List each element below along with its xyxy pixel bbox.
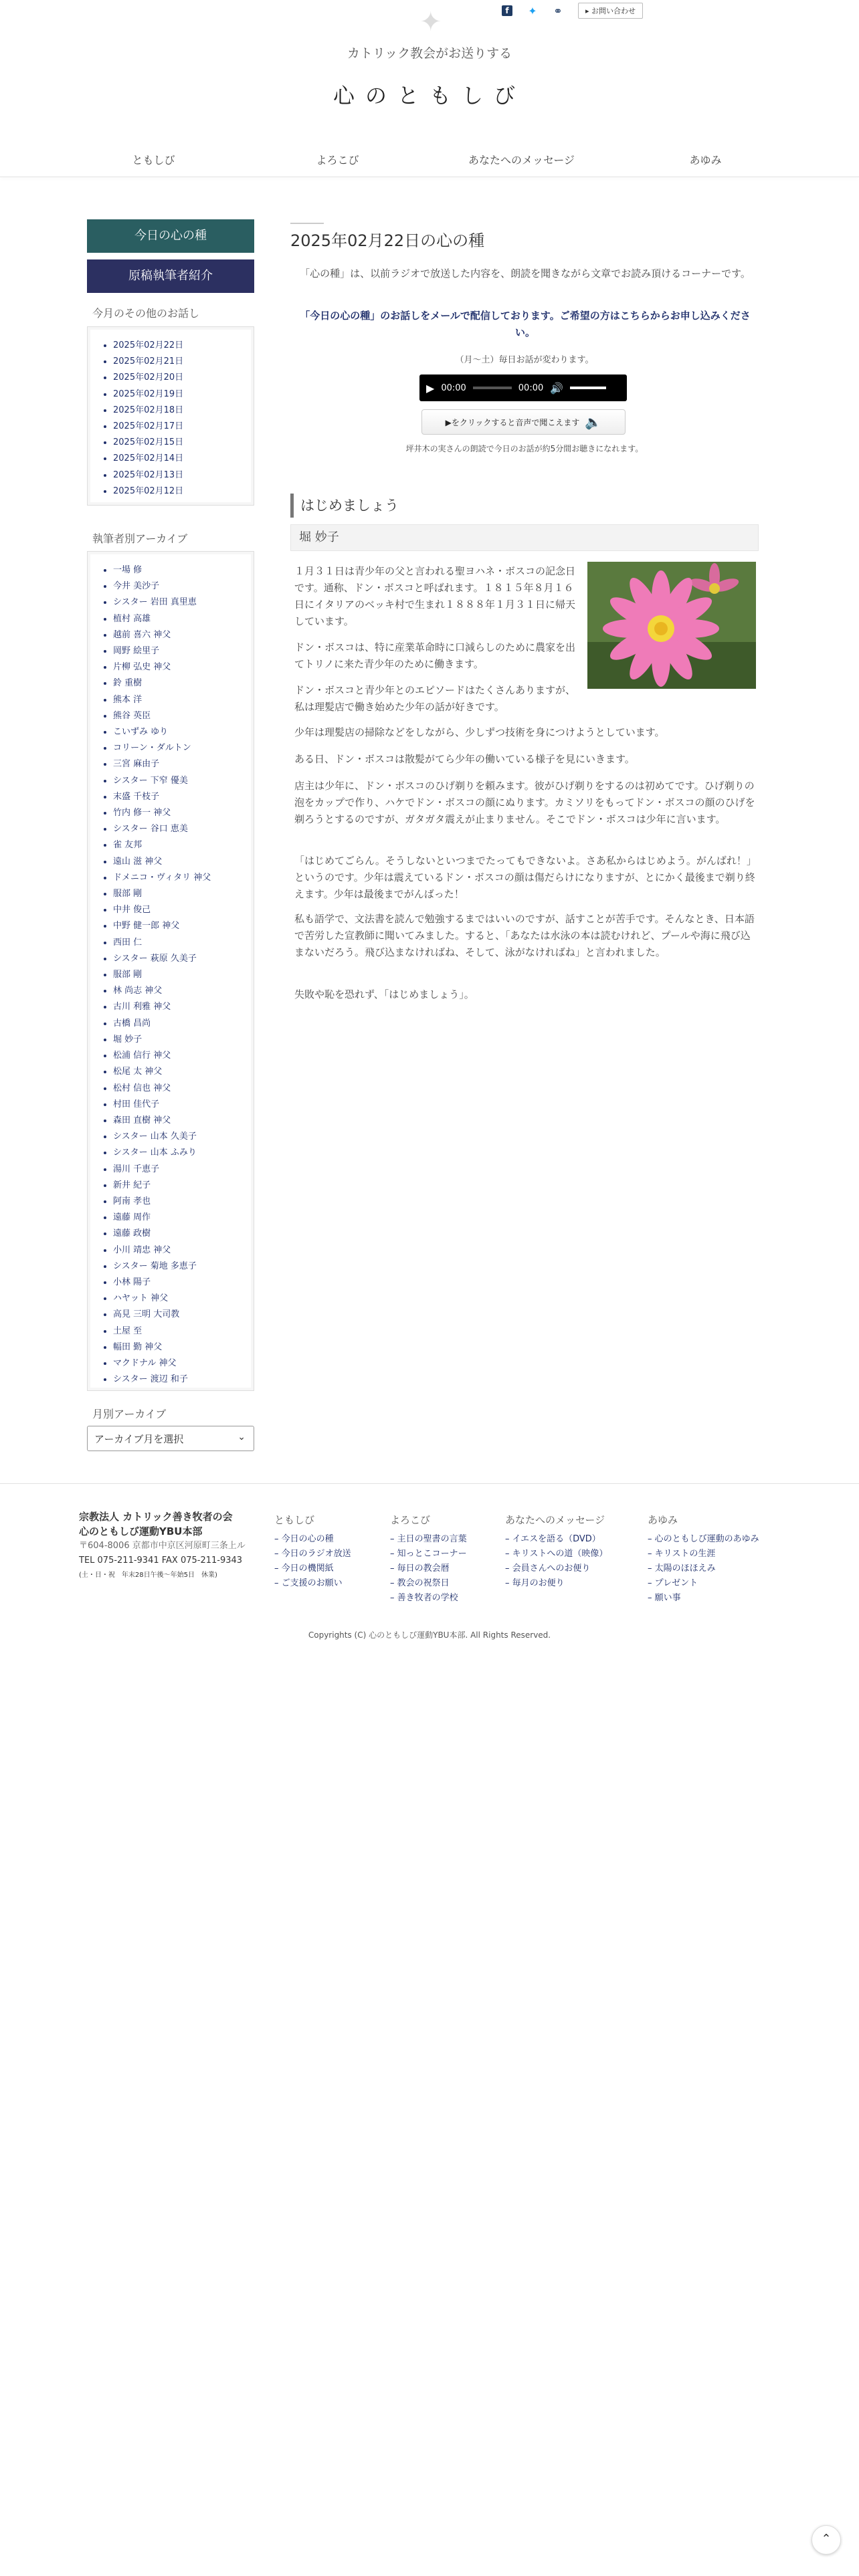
contact-label: お問い合わせ [591, 7, 636, 15]
footer-column-heading: ともしび [274, 1514, 315, 1526]
body-paragraph: ドン・ボスコは、特に産業革命時に口減らしのために農家を出てトリノに来た青少年のために働きます。 [294, 641, 576, 670]
nav-item-tomoshibi[interactable]: ともしび [132, 154, 175, 167]
org-subname: 心のともしび運動YBU本部 [79, 1525, 203, 1537]
flower-photo [587, 562, 756, 689]
body-paragraph: 失敗や恥を恐れず、「はじめましょう」。 [294, 988, 474, 1000]
body-paragraph: １月３１日は青少年の父と言われる聖ヨハネ・ボスコの記念日です。通称、ドン・ボスコと呼ばれます。１８１５年８月１６日にイタリアのベッキ村で生まれ１８８８年１月３１日に帰天しています。 [294, 565, 576, 627]
date-link[interactable]: • 2025年02月18日 [113, 403, 254, 419]
author-link[interactable]: • シスター 渡辺 和子 [113, 1372, 254, 1388]
play-icon[interactable]: ▶ [426, 381, 435, 395]
footer-link[interactable]: – 願い事 [648, 1593, 681, 1603]
archive-month-select-value: アーカイブ月を選択 [94, 1433, 184, 1445]
footer-column-ayumi [648, 1513, 759, 1606]
date-list [88, 327, 254, 506]
footer-link[interactable]: – 善き牧者の学校 [390, 1593, 458, 1603]
author-link[interactable]: • 一場 修 [113, 562, 254, 578]
seek-bar[interactable] [473, 387, 512, 389]
author-link[interactable]: • 遠山 滋 神父 [113, 854, 254, 870]
footer-column-tomoshibi [274, 1513, 351, 1591]
author-link[interactable]: • 林 尚志 神父 [113, 983, 254, 999]
date-link[interactable]: • 2025年02月19日 [113, 387, 254, 403]
listen-label: ▶をクリックすると音声で聞こえます [445, 417, 580, 427]
date-link[interactable]: • 2025年02月17日 [113, 419, 254, 435]
footer-link[interactable]: – 会員さんへのお便り [505, 1564, 591, 1574]
author-link[interactable]: • 古川 利雅 神父 [113, 999, 254, 1015]
author-link[interactable]: • シスター 山本 久美子 [113, 1129, 254, 1145]
author-link[interactable]: • 中井 俊己 [113, 902, 254, 918]
author-link[interactable]: • 西田 仁 [113, 935, 254, 951]
footer-link[interactable]: – イエスを語る（DVD） [505, 1534, 601, 1544]
footer-link[interactable]: – プレゼント [648, 1578, 698, 1588]
author-link[interactable]: • ハヤット 神父 [113, 1291, 254, 1307]
nav-item-ayumi[interactable]: あゆみ [689, 154, 722, 167]
intro-text: 「心の種」は、以前ラジオで放送した内容を、朗読を聞きながら文章でお読み頂けるコーナーです。 [300, 267, 751, 280]
facebook-icon[interactable]: f [502, 5, 512, 16]
archive-month-select[interactable] [87, 1426, 254, 1451]
footer-organization [79, 1509, 260, 1583]
author-link[interactable]: • 鈴 重樹 [113, 675, 254, 691]
footer-link[interactable]: – キリストの生涯 [648, 1549, 716, 1559]
body-paragraph: ドン・ボスコと青少年とのエピソードはたくさんありますが、私は理髪店で働き始めた少年の話が好きです。 [294, 684, 576, 713]
author-link[interactable]: • シスター 下窄 優美 [113, 773, 254, 789]
footer-link[interactable]: – 教会の祝祭日 [390, 1578, 450, 1588]
footer-link[interactable]: – 毎月のお便り [505, 1578, 565, 1588]
footer-divider [0, 1483, 859, 1484]
audio-player [419, 374, 627, 401]
footer-link[interactable]: – 主日の聖書の言葉 [390, 1534, 467, 1544]
author-link[interactable]: • こいずみ ゆり [113, 724, 254, 740]
twitter-icon[interactable]: ✦ [528, 4, 537, 17]
today-seed-button[interactable]: 今日の心の種 [87, 219, 254, 253]
org-hours: (土・日・祝 年末28日午後〜年始5日 休業) [79, 1572, 217, 1579]
reader-note: 坪井木の実さんの朗読で今日のお話が約5分間お聴きになれます。 [405, 444, 644, 453]
back-to-top-button[interactable] [812, 2525, 841, 2555]
author-link[interactable]: • 植村 高雄 [113, 611, 254, 627]
page-title: 2025年02月22日の心の種 [290, 231, 485, 250]
section-title: はじめましょう [290, 494, 759, 518]
author-link[interactable]: • シスター 菊地 多恵子 [113, 1259, 254, 1275]
body-paragraph: 店主は少年に、ドン・ボスコのひげ剃りを頼みます。彼がひげ剃りをするのは初めてです。ひげ剃りの泡をカップで作り、ハケでドン・ボスコの顔にぬります。カミソリをもってドン・ボスコの顔のひげを剃ろうとするのですが、ガタガタ震えが止まりません。そこでドン・ボスコは少年に言います。 [294, 780, 755, 825]
footer-link[interactable]: – 今日の機関紙 [274, 1564, 334, 1574]
author-link[interactable]: • 熊谷 英臣 [113, 708, 254, 724]
author-link[interactable]: • 新井 紀子 [113, 1178, 254, 1194]
date-link[interactable]: • 2025年02月14日 [113, 451, 254, 467]
author-link[interactable]: • 片柳 弘史 神父 [113, 659, 254, 675]
author-link[interactable]: • 松浦 信行 神父 [113, 1048, 254, 1064]
footer-link[interactable]: – 知っとこコーナー [390, 1549, 467, 1559]
link-icon[interactable]: ⚭ [553, 4, 563, 17]
nav-item-message[interactable]: あなたへのメッセージ [468, 154, 575, 167]
author-archive-heading: 執筆者別アーカイブ [92, 532, 188, 545]
author-link[interactable]: • 古橋 昌尚 [113, 1016, 254, 1032]
chevron-down-icon: ⌄ [237, 1432, 246, 1442]
author-link[interactable]: • シスター 萩原 久美子 [113, 951, 254, 967]
site-tagline: カトリック教会がお送りする [347, 46, 512, 61]
date-link[interactable]: • 2025年02月15日 [113, 435, 254, 451]
title-accent-line [290, 223, 324, 224]
author-link[interactable]: • 三宮 麻由子 [113, 756, 254, 772]
other-stories-heading: 今月のその他のお話し [92, 307, 200, 320]
author-link[interactable]: • 中野 健一郎 神父 [113, 918, 254, 934]
global-nav [0, 144, 859, 177]
schedule-note: （月〜土）毎日お話が変わります。 [455, 355, 594, 365]
org-address: 〒604-8006 京都市中京区河原町三条上ル [79, 1541, 246, 1551]
author-link[interactable]: • 阿南 孝也 [113, 1194, 254, 1210]
footer-link[interactable]: – 今日の心の種 [274, 1534, 334, 1544]
speaker-icon: 🔈 [585, 414, 602, 430]
body-paragraph: 私も語学で、文法書を読んで勉強するまではいいのですが、話すことが苦手です。そんなとき、日本語で苦労した宣教師に聞いてみました。すると、「あなたは水泳の本は読むけれど、プールや海に飛び込まないだろう。飛び込まなければね、そして、泳がなければね」と言われました。 [294, 913, 755, 958]
date-link[interactable]: • 2025年02月12日 [113, 484, 254, 500]
author-link[interactable]: • 幅田 勤 神父 [113, 1339, 254, 1356]
org-name: 宗教法人 カトリック善き牧者の会 [79, 1511, 233, 1523]
top-utility-bar [502, 3, 643, 19]
author-link[interactable]: • 土屋 至 [113, 1323, 254, 1339]
author-link[interactable]: • 末盛 千枝子 [113, 789, 254, 805]
author-list-box [87, 551, 254, 1391]
footer-column-yorokobi [390, 1513, 467, 1606]
date-link[interactable]: • 2025年02月22日 [113, 338, 254, 354]
author-link[interactable]: • 小川 靖忠 神父 [113, 1243, 254, 1259]
author-link[interactable]: • マクドナル 神父 [113, 1356, 254, 1372]
author-link[interactable]: • 越前 喜六 神父 [113, 627, 254, 643]
listen-button[interactable] [421, 409, 626, 435]
author-link[interactable]: • シスター 山本 ふみり [113, 1145, 254, 1161]
author-link[interactable]: • 今井 美沙子 [113, 578, 254, 595]
footer-column-heading: あなたへのメッセージ [505, 1514, 605, 1526]
body-paragraph: ある日、ドン・ボスコは散髪がてら少年の働いている様子を見にいきます。 [294, 753, 635, 765]
monthly-archive-heading: 月別アーカイブ [92, 1408, 167, 1420]
author-link[interactable]: • 堀 妙子 [113, 1032, 254, 1048]
author-link[interactable]: • シスター 岩田 真里恵 [113, 595, 254, 611]
author-link[interactable]: • 森田 直樹 神父 [113, 1113, 254, 1129]
current-time: 00:00 [441, 383, 466, 393]
author-link[interactable]: • 遠藤 周作 [113, 1210, 254, 1226]
contact-button[interactable]: ▸ お問い合わせ [578, 3, 643, 19]
author-link[interactable]: • シスター 谷口 恵美 [113, 821, 254, 837]
nav-item-yorokobi[interactable]: よろこび [316, 154, 359, 167]
star-decoration-icon: ✦ [419, 7, 442, 37]
footer-link[interactable]: – ご支援のお願い [274, 1578, 343, 1588]
author-link[interactable]: • 竹内 修一 神父 [113, 805, 254, 821]
site-title[interactable]: 心のともしび [332, 83, 526, 108]
author-link[interactable]: • 松尾 太 神父 [113, 1064, 254, 1080]
total-time: 00:00 [518, 383, 544, 393]
volume-slider[interactable] [570, 387, 606, 389]
footer-column-heading: よろこび [390, 1514, 431, 1526]
author-link[interactable]: • 松村 信也 神父 [113, 1081, 254, 1097]
author-name: 堀 妙子 [290, 524, 759, 551]
copyright: Copyrights (C) 心のともしび運動YBU本部. All Rights Reserved. [308, 1630, 551, 1640]
footer-column-heading: あゆみ [648, 1514, 678, 1526]
volume-icon[interactable]: 🔊 [550, 381, 564, 395]
footer-link[interactable]: – 太陽のほほえみ [648, 1564, 716, 1574]
author-link[interactable]: • ドメニコ・ヴィタリ 神父 [113, 870, 254, 886]
author-link[interactable]: • コリーン・ダルトン [113, 740, 254, 756]
author-link[interactable]: • 村田 佳代子 [113, 1097, 254, 1113]
body-paragraph: 少年は理髪店の掃除などをしながら、少しずつ技術を身につけようとしています。 [294, 726, 665, 738]
footer-link[interactable]: – 心のともしび運動のあゆみ [648, 1534, 759, 1544]
footer-link[interactable]: – キリストへの道（映像） [505, 1549, 608, 1559]
author-link[interactable]: • 小林 陽子 [113, 1275, 254, 1291]
author-link[interactable]: • 雀 友邦 [113, 837, 254, 853]
author-link[interactable]: • 服部 剛 [113, 886, 254, 902]
author-link[interactable]: • 服部 剛 [113, 967, 254, 983]
date-link[interactable]: • 2025年02月21日 [113, 354, 254, 370]
body-paragraph: 「はじめてごらん。そうしないといつまでたってもできないよ。さあ私からはじめよう。がんばれ！」というのです。少年は震えているドン・ボスコの顔は傷だらけになりますが、とにかく最後まで剃り終えます。少年は最後までがんばった！ [294, 855, 755, 900]
author-link[interactable]: • 遠藤 政樹 [113, 1226, 254, 1242]
chevron-up-icon: ⌃ [821, 2532, 832, 2546]
email-signup-link[interactable]: 「今日の心の種」のお話しをメールで配信しております。ご希望の方はこちらからお申し込みください。 [300, 310, 751, 338]
date-list-box [87, 326, 254, 506]
footer-link[interactable]: – 今日のラジオ放送 [274, 1549, 351, 1559]
author-link[interactable]: • 高見 三明 大司教 [113, 1307, 254, 1323]
author-link[interactable]: • 岡野 絵里子 [113, 643, 254, 659]
footer-column-message [505, 1513, 607, 1591]
date-link[interactable]: • 2025年02月20日 [113, 370, 254, 386]
org-phone: TEL 075-211-9341 FAX 075-211-9343 [79, 1555, 243, 1566]
footer-link[interactable]: – 毎日の教会暦 [390, 1564, 450, 1574]
writers-intro-button[interactable]: 原稿執筆者紹介 [87, 259, 254, 293]
author-link[interactable]: • 熊本 洋 [113, 692, 254, 708]
author-list [88, 552, 254, 1394]
author-link[interactable]: • 湯川 千恵子 [113, 1162, 254, 1178]
date-link[interactable]: • 2025年02月13日 [113, 467, 254, 484]
